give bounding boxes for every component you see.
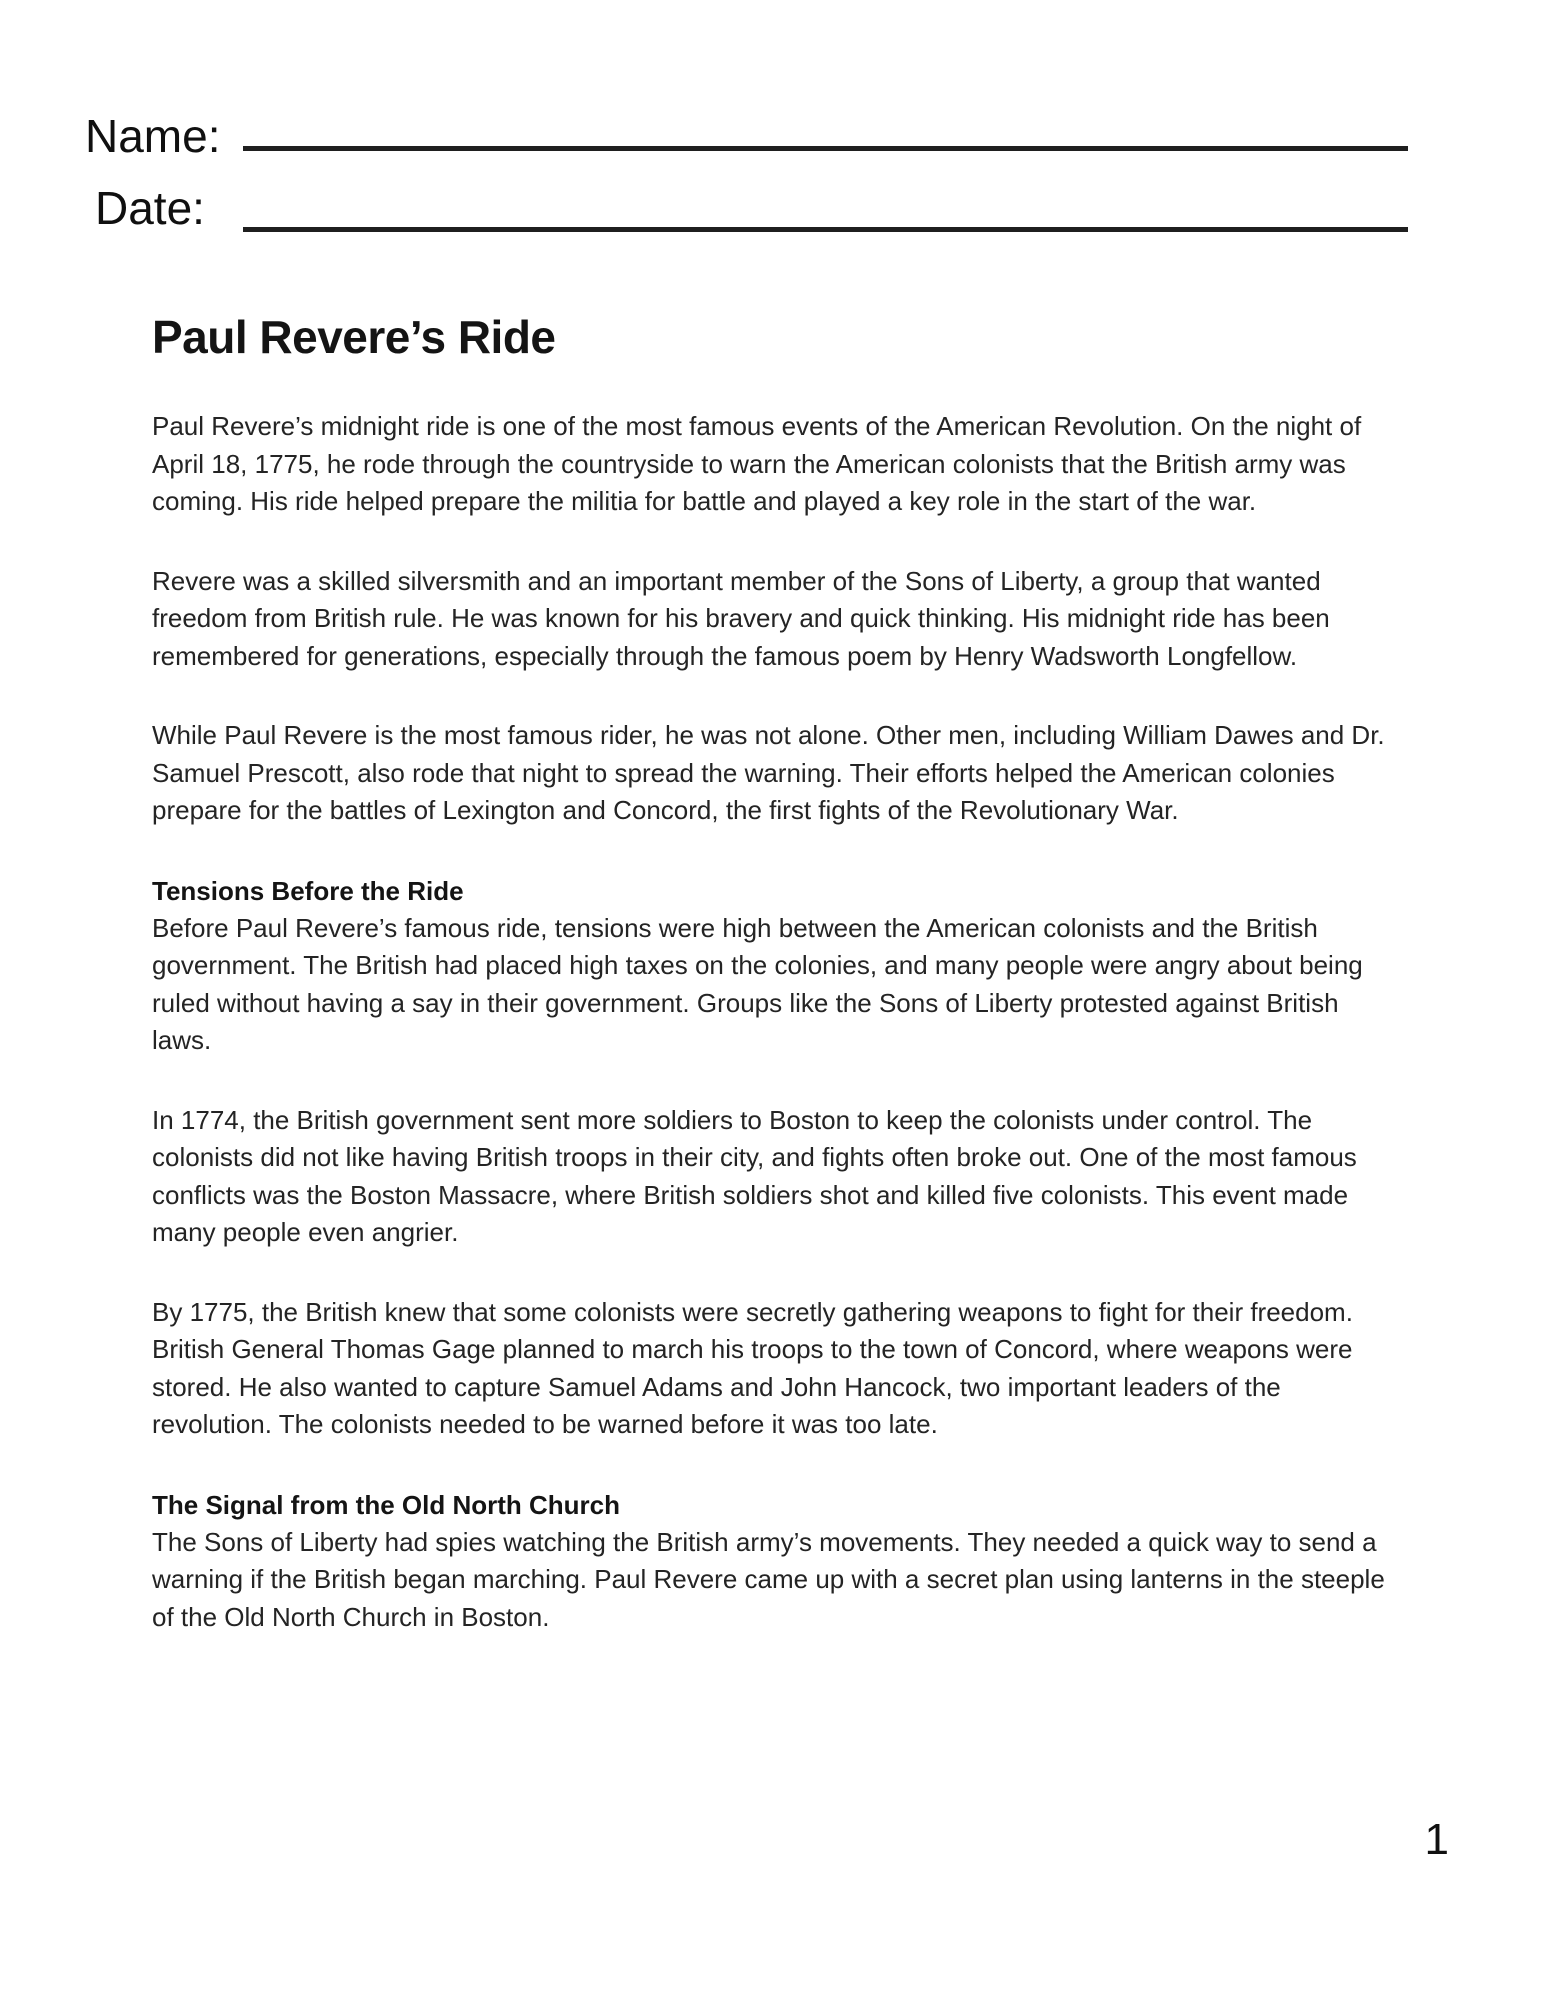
paragraph-other-riders: While Paul Revere is the most famous rider, he was not alone. Other men, including William Dawes and Dr. Samuel Prescott, also rode that night to spread the warning. Their efforts helped the American colonies prepare for the battles of Lexington and Concord, the first fights of the Revolutionary War. (152, 720, 1385, 825)
page-title: Paul Revere’s Ride (152, 311, 556, 363)
paragraph-signal: The Sons of Liberty had spies watching the British army’s movements. They needed a quick way to send a warning if the British began marching. Paul Revere came up with a secret plan using lanterns in the steeple of the Old North Church in Boston. (152, 1526, 1385, 1632)
paragraph-tensions: Before Paul Revere’s famous ride, tensions were high between the American colonists and the British government. The British had placed high taxes on the colonies, and many people were angry about being ruled without having a say in their government. Groups like the Sons of Liberty protested against British laws. (152, 912, 1363, 1055)
date-fill-line (243, 227, 1408, 232)
section-heading-signal: The Signal from the Old North Church (152, 1489, 620, 1520)
paragraph-1775-weapons: By 1775, the British knew that some colonists were secretly gathering weapons to fight for their freedom. British General Thomas Gage planned to march his troops to the town of Concord, where weapons were stored. He also wanted to capture Samuel Adams and John Hancock, two important leaders of the revolution. The colonists needed to be warned before it was too late. (152, 1296, 1353, 1439)
date-label: Date: (95, 182, 205, 234)
name-label: Name: (85, 110, 221, 162)
paragraph-intro: Paul Revere’s midnight ride is one of the most famous events of the American Revolution. On the night of April 18, 1775, he rode through the countryside to warn the American colonists that the British army was coming. His ride helped prepare the militia for battle and played a key role in the start of the war. (152, 411, 1362, 516)
page-number: 1 (1424, 1815, 1449, 1864)
article (152, 310, 1392, 1678)
paragraph-1774-soldiers: In 1774, the British government sent more soldiers to Boston to keep the colonists under control. The colonists did not like having British troops in their city, and fights often broke out. One of the most famous conflicts was the Boston Massacre, where British soldiers shot and killed five colonists. This event made many people even angrier. (152, 1104, 1357, 1247)
section-heading-tensions: Tensions Before the Ride (152, 875, 464, 906)
paragraph-silversmith: Revere was a skilled silversmith and an important member of the Sons of Liberty, a group that wanted freedom from British rule. He was known for his bravery and quick thinking. His midnight ride has been remembered for generations, especially through the famous poem by Henry Wadsworth Longfellow. (152, 565, 1330, 671)
name-fill-line (243, 146, 1408, 151)
